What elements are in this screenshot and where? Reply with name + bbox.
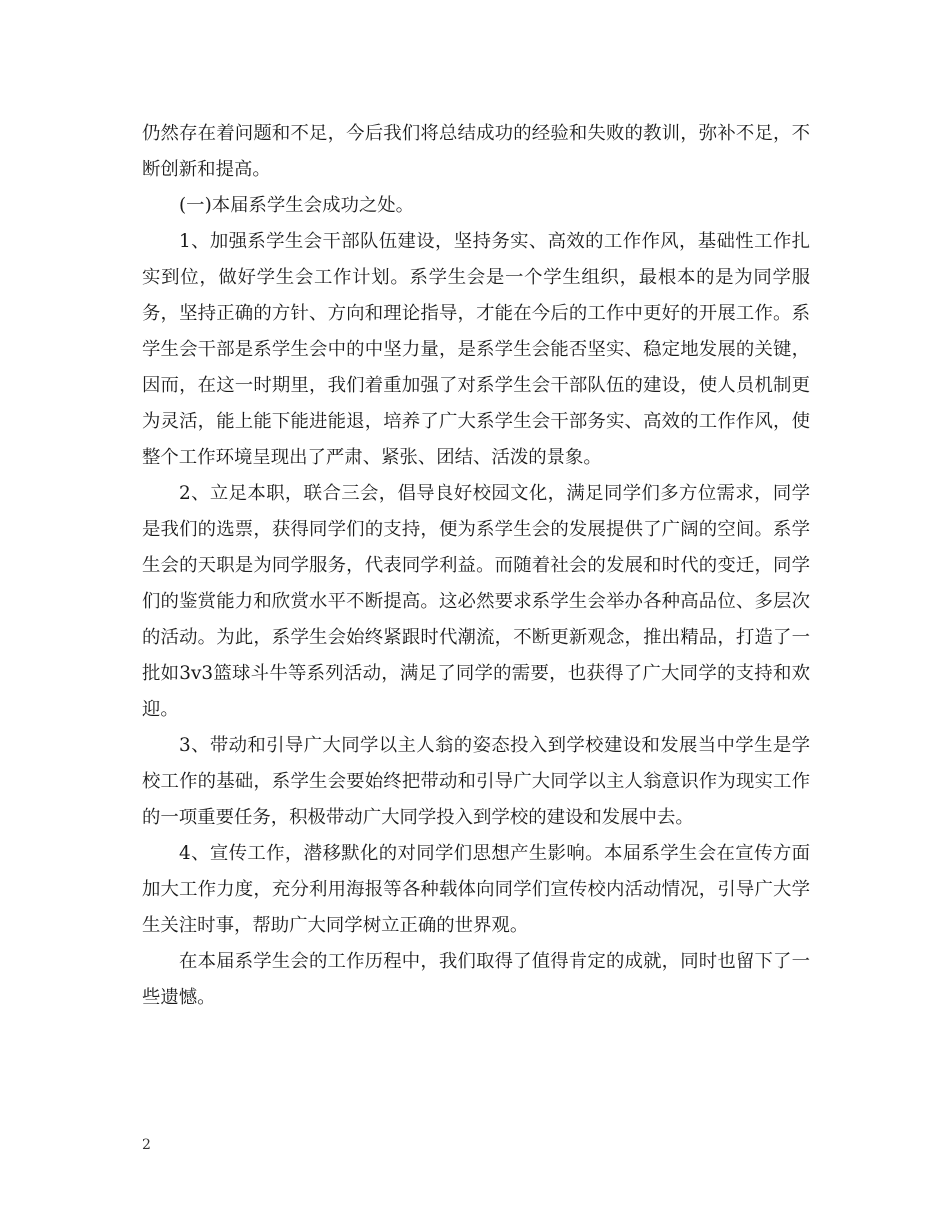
section-heading: (一)本届系学生会成功之处。 — [179, 195, 415, 216]
paragraph-continuation: 仍然存在着问题和不足，今后我们将总结成功的经验和失败的教训，弥补不足，不断创新和提高。 — [142, 123, 810, 180]
paragraph-item-3: 3、带动和引导广大同学以主人翁的姿态投入到学校建设和发展当中学生是学校工作的基础，系学生会要始终把带动和引导广大同学以主人翁意识作为现实工作的一项重要任务，积极带动广大同学投入到学校的建设和发展中去。 — [142, 735, 810, 828]
document-body — [142, 116, 810, 1016]
paragraph-item-2: 2、立足本职，联合三会，倡导良好校园文化，满足同学们多方位需求，同学是我们的选票，获得同学们的支持，便为系学生会的发展提供了广阔的空间。系学生会的天职是为同学服务，代表同学利益。而随着社会的发展和时代的变迁，同学们的鉴赏能力和欣赏水平不断提高。这必然要求系学生会举办各种高品位、多层次的活动。为此，系学生会始终紧跟时代潮流，不断更新观念，推出精品，打造了一批如3v3篮球斗牛等系列活动，满足了同学的需要，也获得了广大同学的支持和欢迎。 — [142, 483, 810, 720]
page-number: 2 — [142, 1137, 151, 1153]
paragraph-closing: 在本届系学生会的工作历程中，我们取得了值得肯定的成就，同时也留下了一些遗憾。 — [142, 951, 810, 1008]
paragraph-item-1: 1、加强系学生会干部队伍建设，坚持务实、高效的工作作风，基础性工作扎实到位，做好学生会工作计划。系学生会是一个学生组织，最根本的是为同学服务，坚持正确的方针、方向和理论指导，才能在今后的工作中更好的开展工作。系学生会干部是系学生会中的中坚力量，是系学生会能否坚实、稳定地发展的关键，因而，在这一时期里，我们着重加强了对系学生会干部队伍的建设，使人员机制更为灵活，能上能下能进能退，培养了广大系学生会干部务实、高效的工作作风，使整个工作环境呈现出了严肃、紧张、团结、活泼的景象。 — [142, 231, 810, 468]
paragraph-item-4: 4、宣传工作，潜移默化的对同学们思想产生影响。本届系学生会在宣传方面加大工作力度，充分利用海报等各种载体向同学们宣传校内活动情况，引导广大学生关注时事，帮助广大同学树立正确的世界观。 — [142, 843, 810, 936]
